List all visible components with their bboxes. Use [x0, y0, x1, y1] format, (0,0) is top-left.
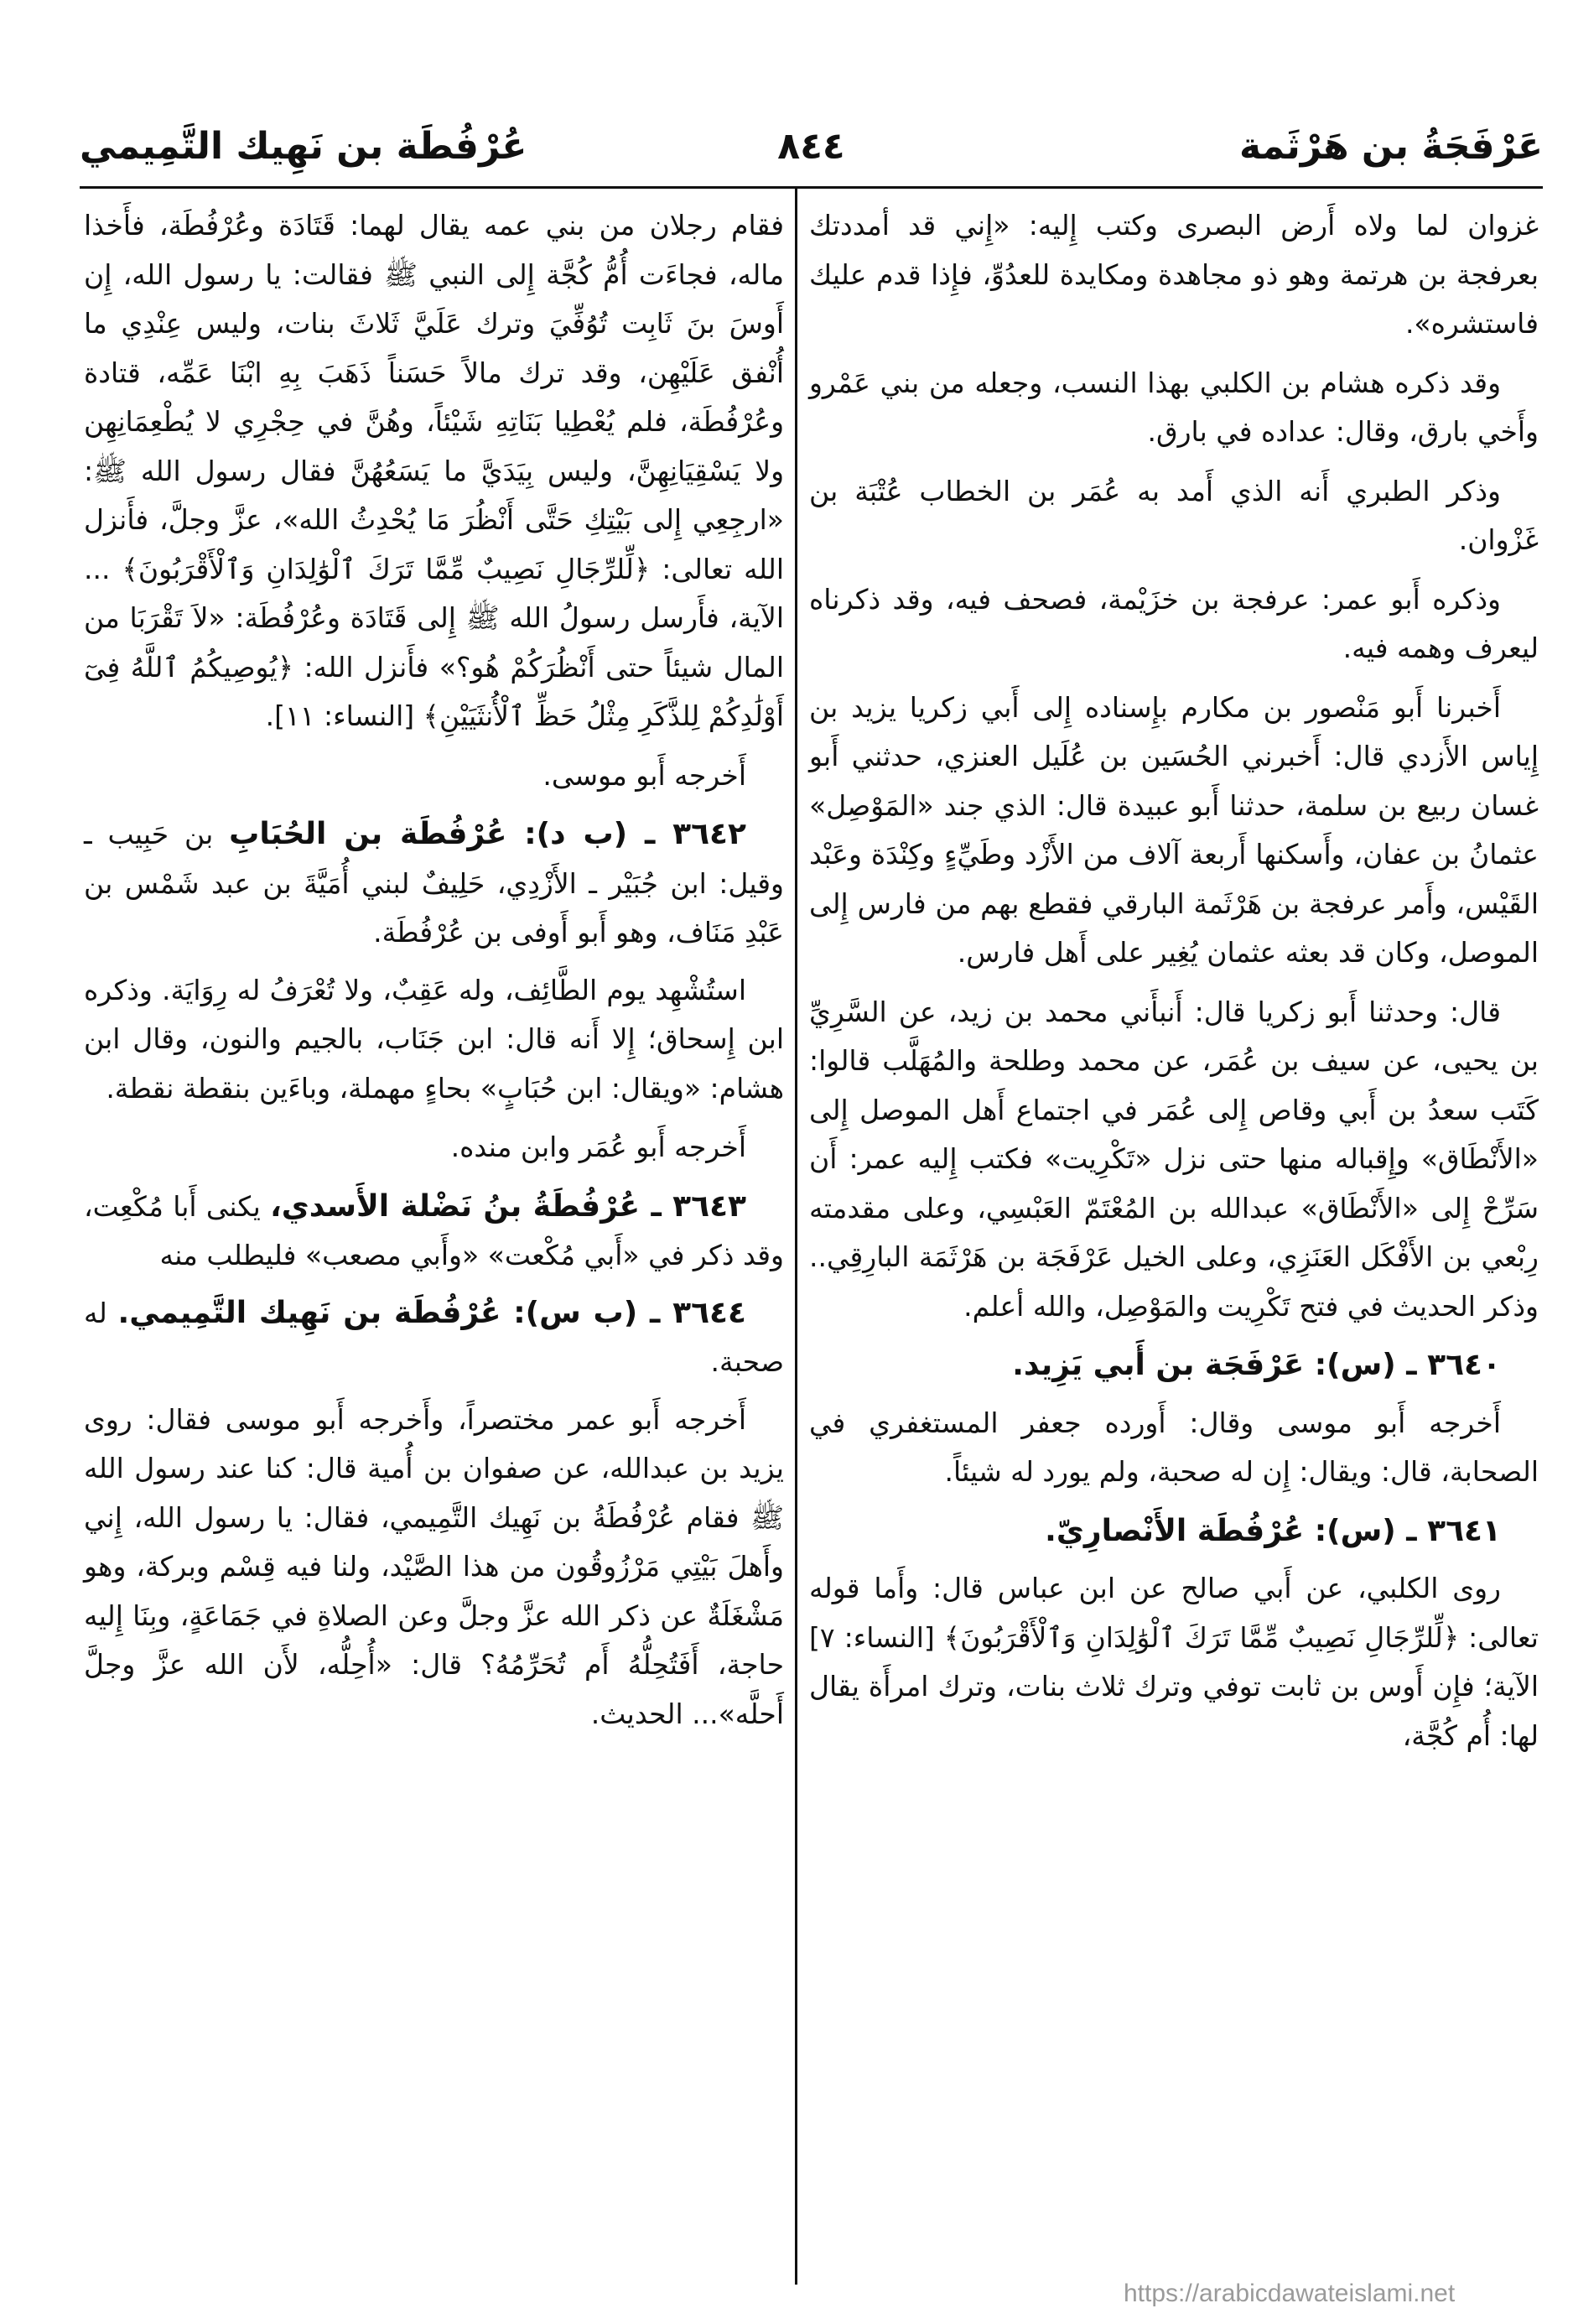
entry-title: ٣٦٤٢ ـ (ب د): عُرْفُطَة بن الحُبَابِ	[229, 817, 746, 851]
entry-text: له صحبة.	[84, 1296, 784, 1378]
paragraph: استُشْهِد يوم الطَّائِف، وله عَقِبٌ، ولا تُعْرَفُ له رِوَايَة. وذكره ابن إِسحاق؛ إِلا أَنه قال: ابن جَنَاب، بالجيم والنون، وقال ابن هشام: «ويقال: ابن حُبَابٍ» بحاءٍ مهملة، وباءَين بنقطة نقطة.	[84, 973, 784, 1105]
entry-heading	[84, 810, 784, 958]
right-column	[809, 201, 1539, 1770]
entry-text: بن حَبِيب ـ وقيل: ابن جُبَيْر ـ الأَزْدِي، حَلِيفٌ لبني أُمَيَّةَ بن عبد شَمْس بن عَبْدِ مَنَاف، وهو أَبو أَوفى بن عُرْفُطَة.	[84, 818, 784, 949]
watermark-url: https://arabicdawateislami.net	[1124, 2280, 1456, 2307]
paragraph: وذكر الطبري أَنه الذي أَمد به عُمَر بن الخطاب عُتْبَة بن غَزْوان.	[809, 474, 1539, 556]
column-divider	[795, 188, 797, 2285]
entry-title: ٣٦٤٣ ـ عُرْفُطَةُ بنُ نَضْلة الأَسدي،	[270, 1188, 747, 1224]
page-number: ٨٤٤	[777, 125, 845, 168]
paragraph: أَخرجه أَبو موسى.	[543, 758, 746, 792]
header-rule	[80, 186, 1543, 189]
paragraph: قال: وحدثنا أَبو زكريا قال: أَنبأَني محمد بن زيد، عن السَّرِيِّ بن يحيى، عن سيف بن عُمَر، عن محمد وطلحة والمُهَلَّب قالوا: كَتَب سعدُ بن أَبي وقاص إِلى عُمَر في اجتماع أَهل الموصل إِلى «الأَنْطَاق» وإِقباله منها حتى نزل «تَكْرِيت» فكتب إِليه عمر: أَن سَرِّحْ إِلى «الأَنْطَاق» عبدالله بن المُعْتَمّ العَبْسِي، وعلى مقدمته رِبْعي بن الأَفْكَل العَنَزِي، وعلى الخيل عَرْفَجَة بن هَرْثَمَة البارِقِي.. وذكر الحديث في فتح تَكْرِيت والمَوْصِل، والله أعلم.	[809, 995, 1539, 1323]
entry-heading	[809, 1341, 1539, 1391]
paragraph: وذكره أَبو عمر: عرفجة بن خزَيْمة، فصحف فيه، وقد ذكرناه ليعرف وهمه فيه.	[809, 582, 1539, 664]
header-left-title: عُرْفُطَة بن نَهِيك التَّمِيمي	[80, 125, 527, 168]
paragraph: أَخرجه أَبو عمر مختصراً، وأَخرجه أَبو موسى فقال: روى يزيد بن عبدالله، عن صفوان بن أُمية قال: كنا عند رسول الله ﷺ فقام عُرْفُطَةُ بن نَهِيك التَّمِيمي، فقال: يا رسول الله، إِني وأَهلَ بَيْتِي مَرْزُوقُون من هذا الصَّيْد، ولنا فيه قِسْم وبركة، وهو مَشْغَلَةٌ عن ذكر الله عزَّ وجلَّ وعن الصلاةِ في جَمَاعَةٍ، وبِنَا إِليه حاجة، أَفَتُحِلُّهُ أَم تُحَرِّمُهُ؟ قال: «أُحِلُّه، لأَن الله عزَّ وجلَّ أَحلَّه»... الحديث.	[84, 1402, 784, 1730]
entry-heading	[84, 1183, 784, 1281]
entry-text: يكنى أَبا مُكْعِت، وقد ذكر في «أَبي مُكْعت» «وأَبي مصعب» فليطلب منه	[84, 1189, 784, 1271]
entry-heading	[84, 1289, 784, 1387]
entry-title: ٣٦٤١ ـ (س): عُرْفُطَة الأَنْصارِيّ.	[1045, 1513, 1501, 1548]
paragraph: روى الكلبي، عن أَبي صالح عن ابن عباس قال: وأَما قوله تعالى: ﴿لِّلرِّجَالِ نَصِيبٌ مِّمَّا تَرَكَ ٱلْوَٰلِدَانِ وَٱلْأَقْرَبُونَ﴾ [النساء: ٧] الآية؛ فإِن أَوس بن ثابت توفي وترك ثلاث بنات، وترك امرأَة يقال لها: أُم كُجَّة،	[809, 1572, 1539, 1752]
entry-heading	[809, 1507, 1539, 1557]
paragraph: أَخبرنا أَبو مَنْصور بن مكارم بإِسناده إِلى أَبي زكريا يزيد بن إِياس الأَزدي قال: أَخبرني الحُسَين بن عُلَيل العنزي، حدثني أَبو غسان ربيع بن سلمة، حدثنا أَبو عبيدة قال: الذي جند «المَوْصِل» عثمانُ بن عفان، وأَسكنها أَربعة آلاف من الأَزْد وطَيِّءٍ وكِنْدَة وعَبْد القَيْس، وأَمر عرفجة بن هَرْثَمة البارقي فقطع بهم من فارس إِلى الموصل، وكان قد بعثه عثمان يُغِير على أَهل فارس.	[809, 690, 1539, 969]
running-header	[80, 117, 1543, 185]
header-right-title: عَرْفَجَةُ بن هَرْثَمة	[1239, 125, 1543, 168]
paragraph: أَخرجه أَبو عُمَر وابن منده.	[450, 1131, 746, 1163]
entry-title: ٣٦٤٤ ـ (ب س): عُرْفُطَة بن نَهِيك التَّمِيمي.	[117, 1295, 746, 1330]
paragraph: وقد ذكره هشام بن الكلبي بهذا النسب، وجعله من بني عَمْرو وأَخي بارق، وقال: عداده في بارق.	[809, 366, 1539, 448]
paragraph: فقام رجلان من بني عمه يقال لهما: قَتَادَة وعُرْفُطَة، فأَخذا ماله، فجاءَت أُمُّ كُجَّة إِلى النبي ﷺ فقالت: يا رسول الله، إِن أَوسَ بنَ ثَابِت تُوُفِّيَ وترك عَلَيَّ ثَلاثَ بنات، وليس عِنْدِي ما أُنْفق عَلَيْهِن، وقد ترك مالاً حَسَناً ذَهَبَ بِهِ ابْنَا عَمِّه، قتادة وعُرْفُطَة، فلم يُعْطِيا بَنَاتِهِ شَيْئاً، وهُنَّ في حِجْرِي لا يُطْعِمَانِهِن ولا يَسْقِيَانِهِنَّ، وليس بِيَدَيَّ ما يَسَعُهُنَّ فقال رسول الله ﷺ: «ارجِعِي إِلى بَيْتِكِ حَتَّى أَنْظُرَ مَا يُحْدِثُ الله»، عزَّ وجلَّ، فأَنزل الله تعالى: ﴿لِّلرِّجَالِ نَصِيبٌ مِّمَّا تَرَكَ ٱلْوَٰلِدَانِ وَٱلْأَقْرَبُونَ﴾ ... الآية، فأَرسل رسولُ الله ﷺ إِلى قَتَادَة وعُرْفُطَة: «لاَ تَقْرَبَا من المال شيئاً حتى أَنْظُرَكُمْ هُو؟» فأَنزل الله: ﴿يُوصِيكُمُ ٱللَّهُ فِىٓ أَوْلَٰدِكُمْ لِلذَّكَرِ مِثْلُ حَظِّ ٱلْأُنثَيَيْنِ﴾ [النساء: ١١].	[84, 209, 784, 732]
paragraph: أَخرجه أَبو موسى وقال: أَورده جعفر المستغفري في الصحابة، قال: ويقال: إِن له صحبة، ولم يورد له شيئاً.	[809, 1406, 1539, 1488]
paragraph: غزوان لما ولاه أَرض البصرى وكتب إِليه: «إِني قد أمددتك بعرفجة بن هرتمة وهو ذو مجاهدة ومكايدة للعدُوِّ، فإِذا قدم عليك فاستشره».	[809, 209, 1539, 340]
left-column	[84, 201, 784, 1749]
entry-title: ٣٦٤٠ ـ (س): عَرْفَجَة بن أَبي يَزِيد.	[1012, 1348, 1501, 1382]
